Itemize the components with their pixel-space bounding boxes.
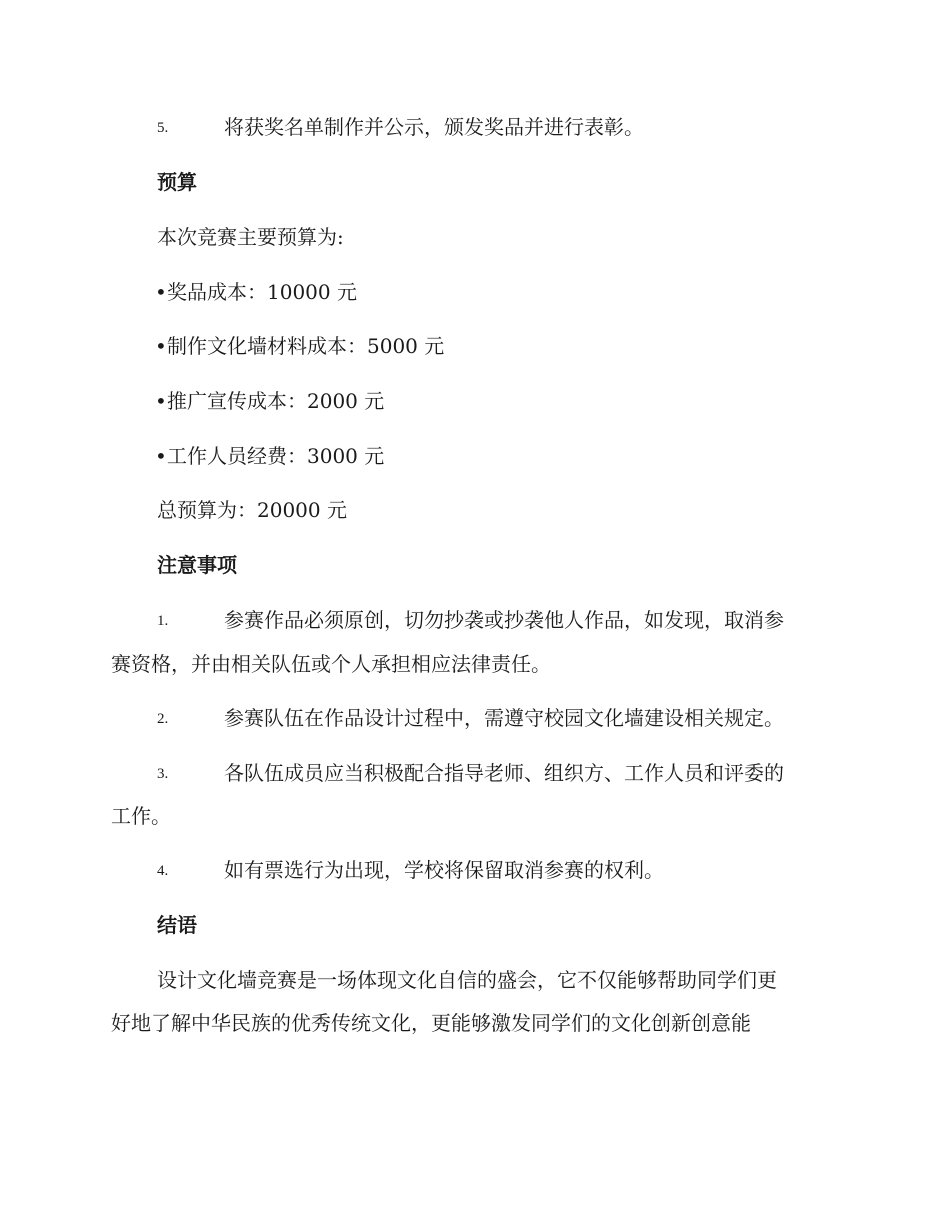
- budget-item: [155, 387, 384, 415]
- list-item-continuation: 工作。: [111, 804, 171, 828]
- conclusion-paragraph-line: 设计文化墙竞赛是一场体现文化自信的盛会，它不仅能够帮助同学们更: [157, 968, 777, 992]
- list-number: 5.: [157, 120, 169, 136]
- budget-item-text: 奖品成本：10000 元: [167, 280, 357, 304]
- list-item-text: 各队伍成员应当积极配合指导老师、组织方、工作人员和评委的: [224, 761, 784, 785]
- section-heading-conclusion: 结语: [157, 913, 197, 937]
- budget-total: 总预算为：20000 元: [157, 498, 347, 522]
- budget-item-text: 制作文化墙材料成本：5000 元: [167, 334, 445, 358]
- list-item-text: 将获奖名单制作并公示，颁发奖品并进行表彰。: [224, 115, 644, 139]
- budget-intro: 本次竞赛主要预算为:: [157, 225, 344, 249]
- list-item-continuation: 赛资格，并由相关队伍或个人承担相应法律责任。: [111, 652, 551, 676]
- budget-item-text: 工作人员经费：3000 元: [167, 444, 385, 468]
- list-item-text: 如有票选行为出现，学校将保留取消参赛的权利。: [224, 858, 664, 882]
- bullet-icon: •: [155, 389, 167, 413]
- list-item-text: 参赛队伍在作品设计过程中，需遵守校园文化墙建设相关规定。: [224, 706, 784, 730]
- list-number: 3.: [157, 766, 169, 782]
- bullet-icon: •: [155, 444, 167, 468]
- section-heading-budget: 预算: [157, 170, 197, 194]
- budget-item: [155, 278, 357, 306]
- bullet-icon: •: [155, 334, 167, 358]
- list-number: 1.: [157, 613, 169, 629]
- list-item-text: 参赛作品必须原创，切勿抄袭或抄袭他人作品，如发现，取消参: [224, 608, 784, 632]
- budget-item: [155, 332, 444, 360]
- budget-item: [155, 442, 384, 470]
- conclusion-paragraph-line: 好地了解中华民族的优秀传统文化，更能够激发同学们的文化创新创意能: [111, 1011, 751, 1035]
- list-number: 4.: [157, 863, 169, 879]
- section-heading-notes: 注意事项: [157, 553, 237, 577]
- budget-item-text: 推广宣传成本：2000 元: [167, 389, 385, 413]
- list-number: 2.: [157, 711, 169, 727]
- bullet-icon: •: [155, 280, 167, 304]
